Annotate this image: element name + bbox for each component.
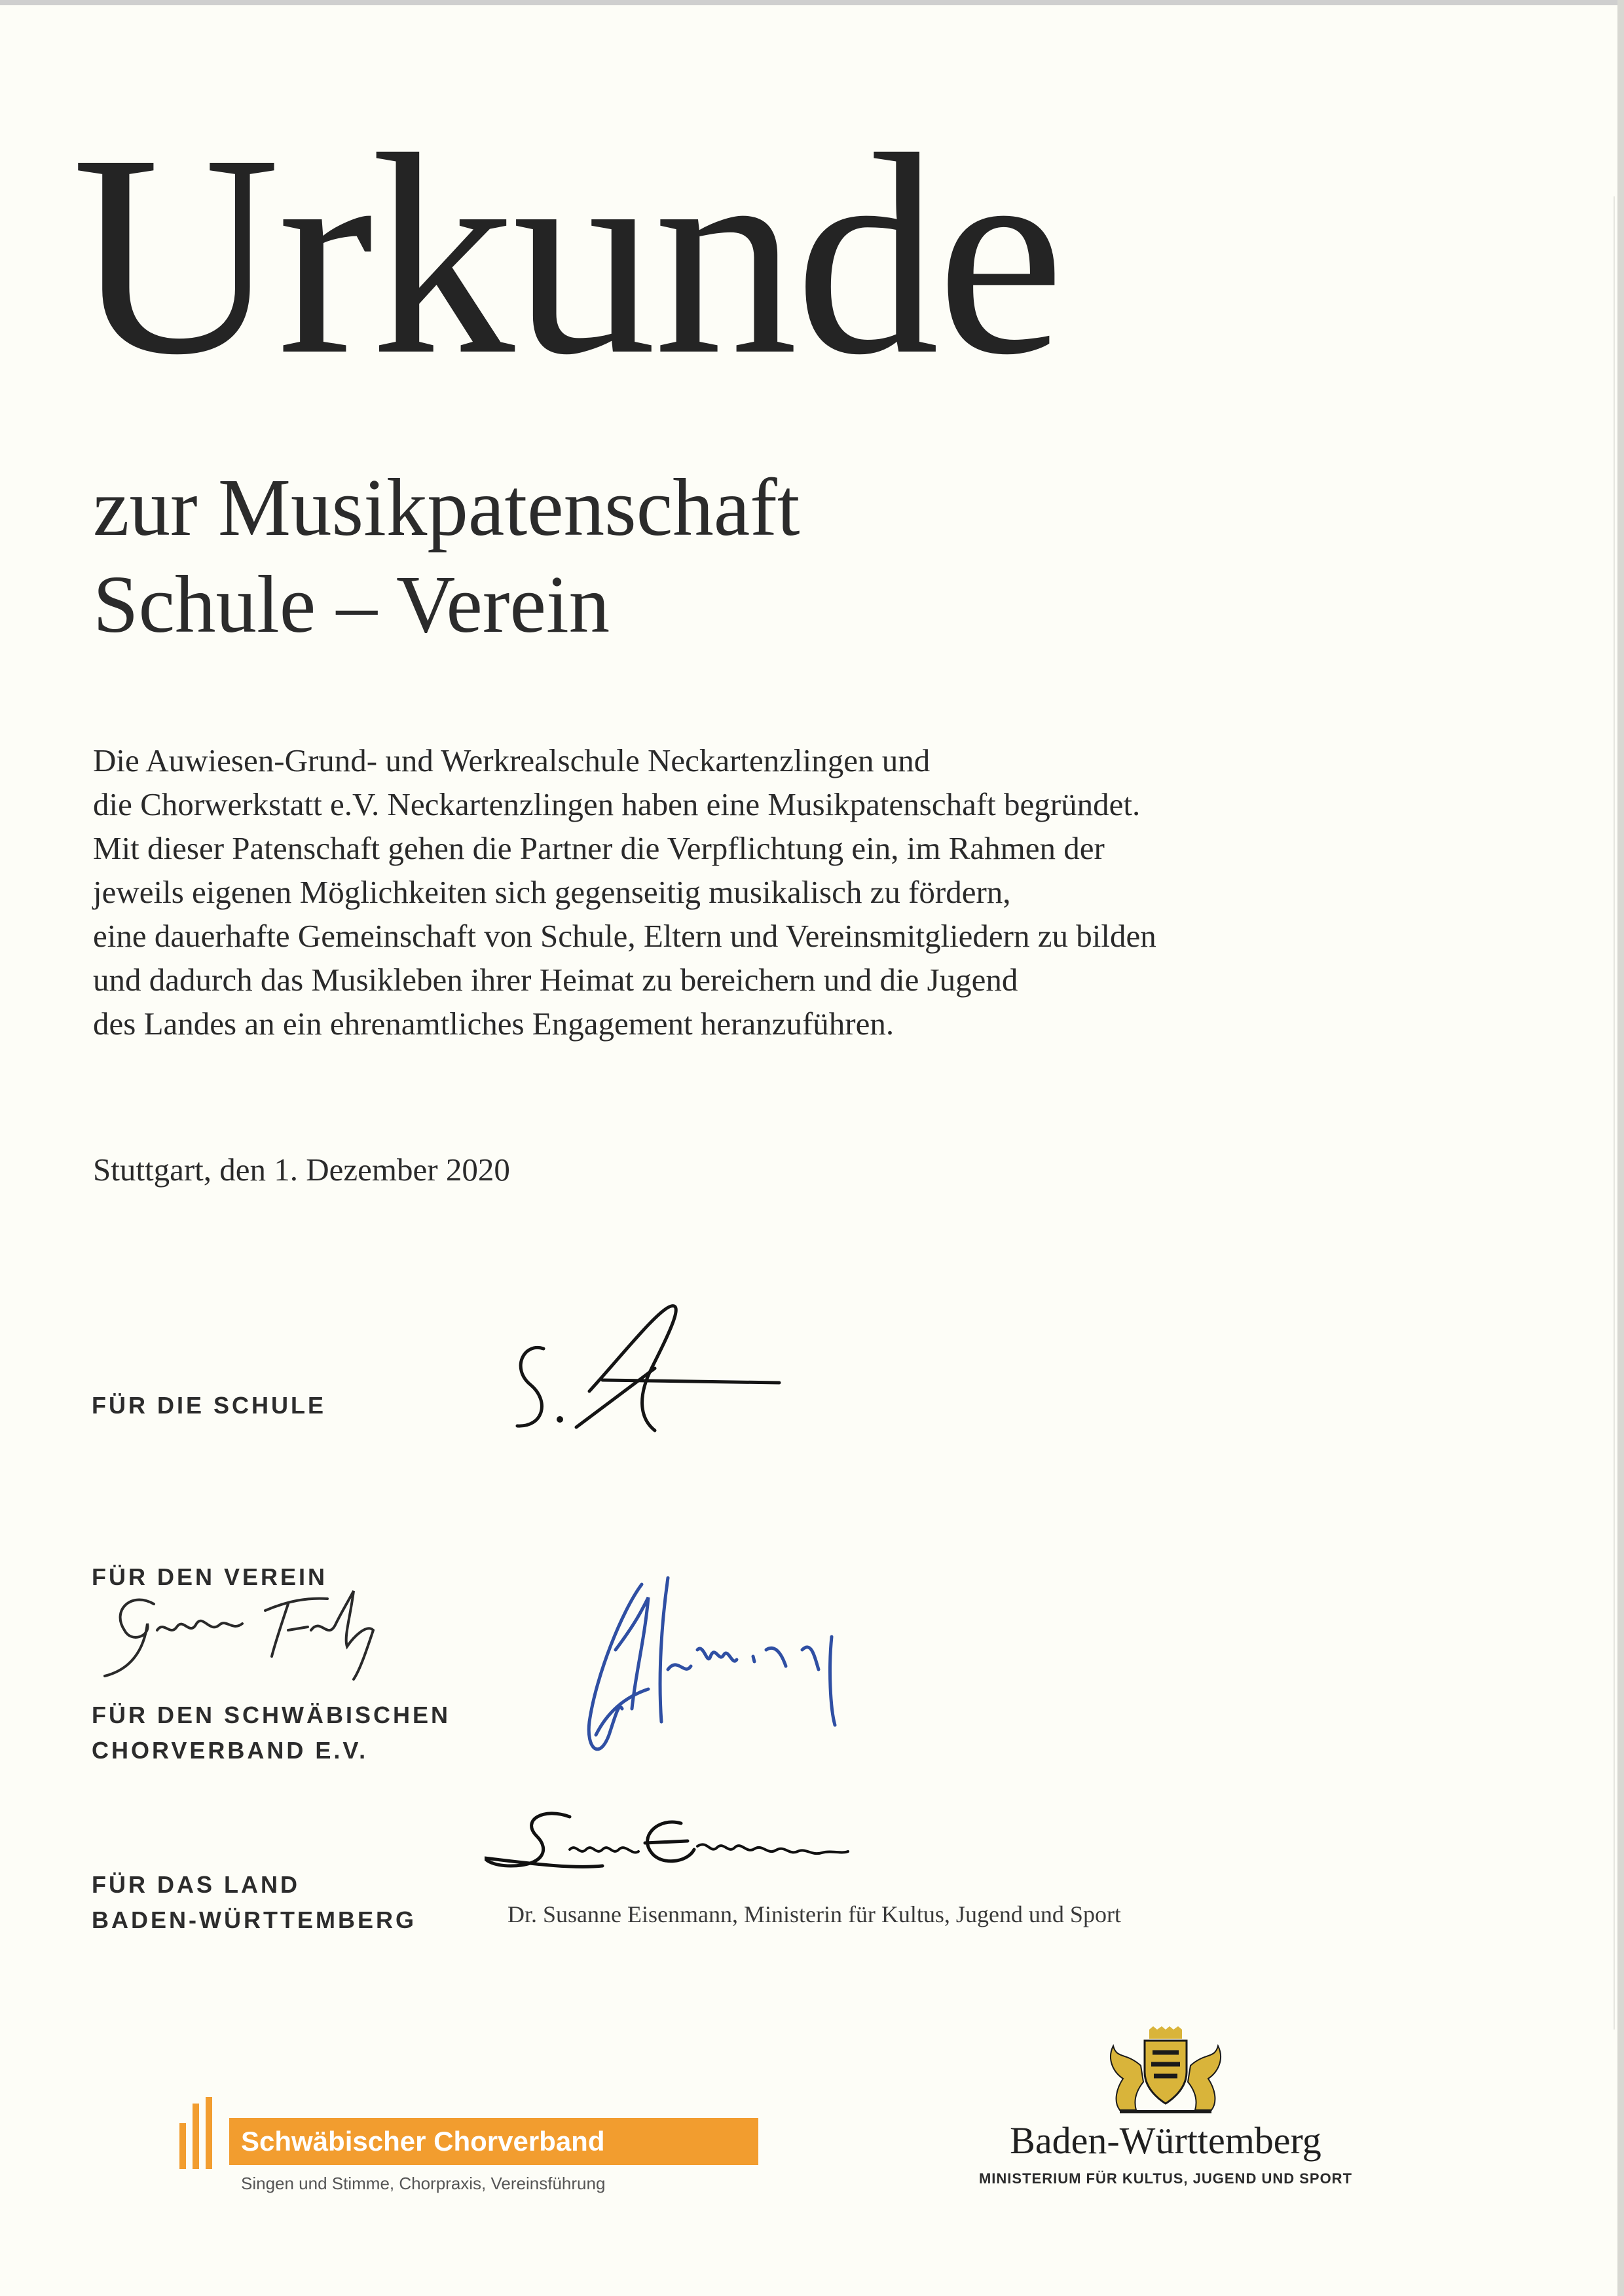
school-signature-label: FÜR DIE SCHULE [92,1392,327,1419]
place-date: Stuttgart, den 1. Dezember 2020 [93,1152,510,1188]
school-signature [498,1296,786,1447]
label-line: FÜR DEN SCHWÄBISCHEN [92,1702,451,1728]
state-logo [969,2026,1362,2196]
club-signature [92,1584,393,1683]
body-line: die Chorwerkstatt e.V. Neckartenzlingen haben eine Musikpatenschaft begründet. [93,786,1141,822]
choir-association-tagline: Singen und Stimme, Chorpraxis, Vereinsführung [241,2174,606,2193]
label-line: CHORVERBAND E.V. [92,1737,369,1764]
certificate-body [93,738,1156,1046]
choir-association-signature [570,1571,858,1787]
certificate-subtitle [93,460,800,653]
label-line: FÜR DAS LAND [92,1871,300,1898]
scan-edge-line [1614,196,1615,2030]
minister-caption: Dr. Susanne Eisenmann, Ministerin für Kultus, Jugend und Sport [507,1901,1121,1927]
choir-association-name: Schwäbischer Chorverband [229,2118,758,2165]
subtitle-line: Schule – Verein [93,560,610,650]
body-line: Mit dieser Patenschaft gehen die Partner die Verpflichtung ein, im Rahmen der [93,830,1105,866]
body-line: Die Auwiesen-Grund- und Werkrealschule Neckartenzlingen und [93,742,931,778]
body-line: eine dauerhafte Gemeinschaft von Schule, Eltern und Vereinsmitgliedern zu bilden [93,918,1156,954]
body-line: jeweils eigenen Möglichkeiten sich gegenseitig musikalisch zu fördern, [93,874,1011,910]
club-signature-label: FÜR DEN VEREIN [92,1563,328,1590]
coat-of-arms-icon [1100,2026,1231,2115]
ministry-name: MINISTERIUM FÜR KULTUS, JUGEND UND SPORT [978,2170,1353,2187]
scan-edge-top [0,0,1624,5]
body-line: des Landes an ein ehrenamtliches Engagement heranzuführen. [93,1006,895,1042]
state-signature-label [92,1867,416,1938]
label-line: BADEN-WÜRTTEMBERG [92,1906,416,1933]
choir-association-signature-label [92,1698,451,1768]
state-name: Baden-Württemberg [1010,2119,1321,2162]
scan-edge-right [1617,0,1624,2296]
state-signature [485,1800,851,1886]
choir-association-bars-icon [177,2097,229,2169]
body-line: und dadurch das Musikleben ihrer Heimat zu bereichern und die Jugend [93,962,1018,998]
subtitle-line: zur Musikpatenschaft [93,463,800,553]
certificate-title: Urkunde [72,96,1062,414]
